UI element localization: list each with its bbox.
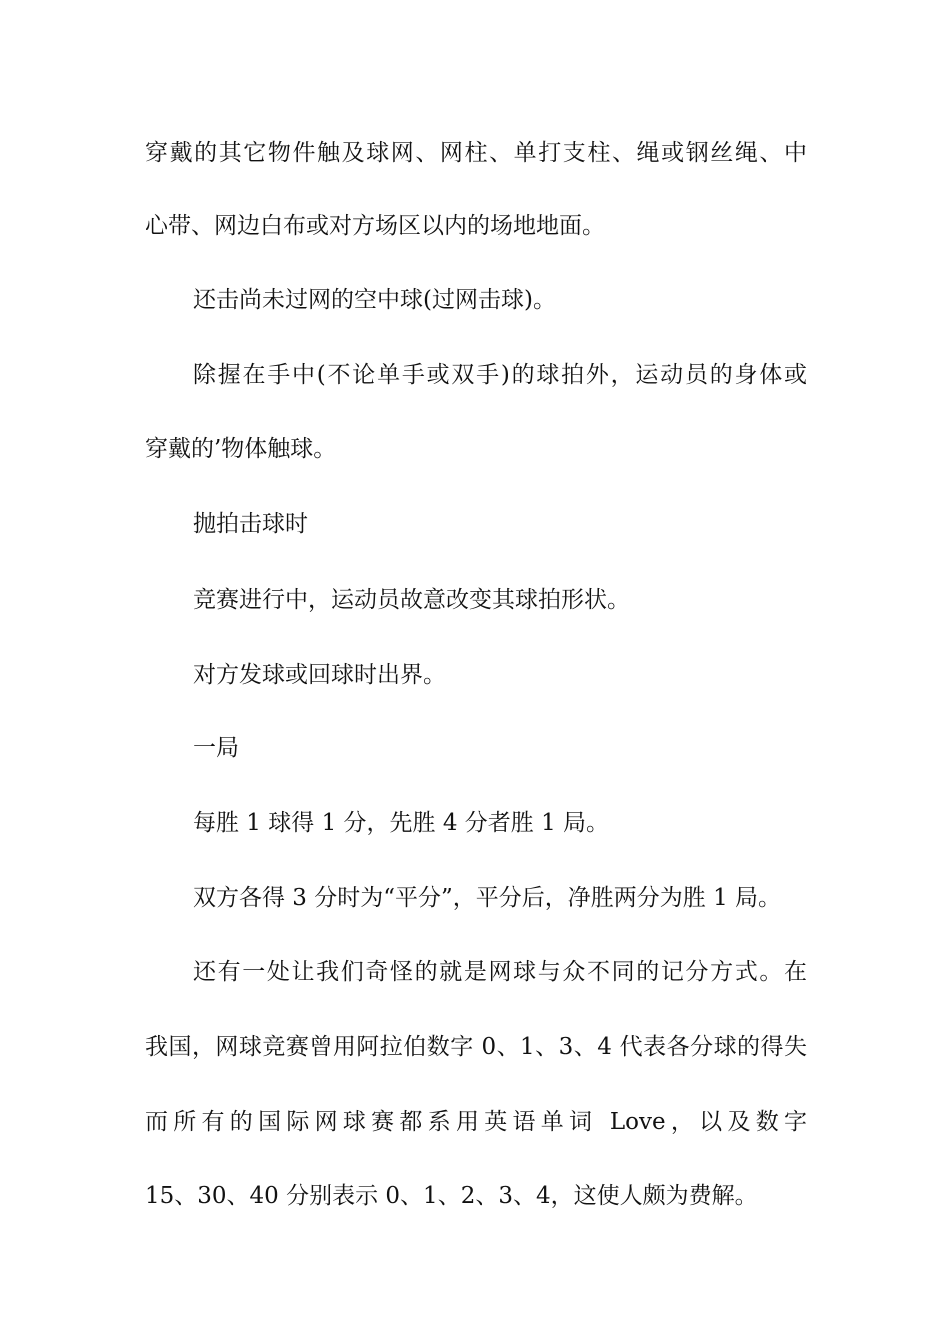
- paragraph-5-line-1: 竞赛进行中，运动员故意改变其球拍形状。: [193, 587, 630, 613]
- paragraph-2-line-1: 还击尚未过网的空中球(过网击球)。: [193, 287, 556, 313]
- paragraph-3-line-1: 除握在手中(不论单手或双手)的球拍外，运动员的身体或: [193, 362, 807, 388]
- paragraph-7-line-1: 一局: [193, 735, 239, 761]
- paragraph-10-line-1: 还有一处让我们奇怪的就是网球与众不同的记分方式。在: [193, 959, 807, 985]
- paragraph-10-line-4: 15、30、40 分别表示 0、1、2、3、4，这使人颇为费解。: [145, 1183, 758, 1209]
- paragraph-8-line-1: 每胜 1 球得 1 分，先胜 4 分者胜 1 局。: [193, 810, 610, 836]
- paragraph-9-line-1: 双方各得 3 分时为“平分”，平分后，净胜两分为胜 1 局。: [193, 885, 782, 911]
- paragraph-1-line-2: 心带、网边白布或对方场区以内的场地地面。: [145, 213, 605, 239]
- paragraph-4-line-1: 抛拍击球时: [193, 511, 308, 537]
- paragraph-3-line-2: 穿戴的’物体触球。: [145, 436, 337, 462]
- paragraph-10-line-3: 而所有的国际网球赛都系用英语单词 Love，以及数字: [145, 1109, 807, 1135]
- paragraph-10-line-2: 我国，网球竞赛曾用阿拉伯数字 0、1、3、4 代表各分球的得失: [145, 1034, 807, 1060]
- paragraph-6-line-1: 对方发球或回球时出界。: [193, 662, 446, 688]
- paragraph-1-line-1: 穿戴的其它物件触及球网、网柱、单打支柱、绳或钢丝绳、中: [145, 140, 807, 166]
